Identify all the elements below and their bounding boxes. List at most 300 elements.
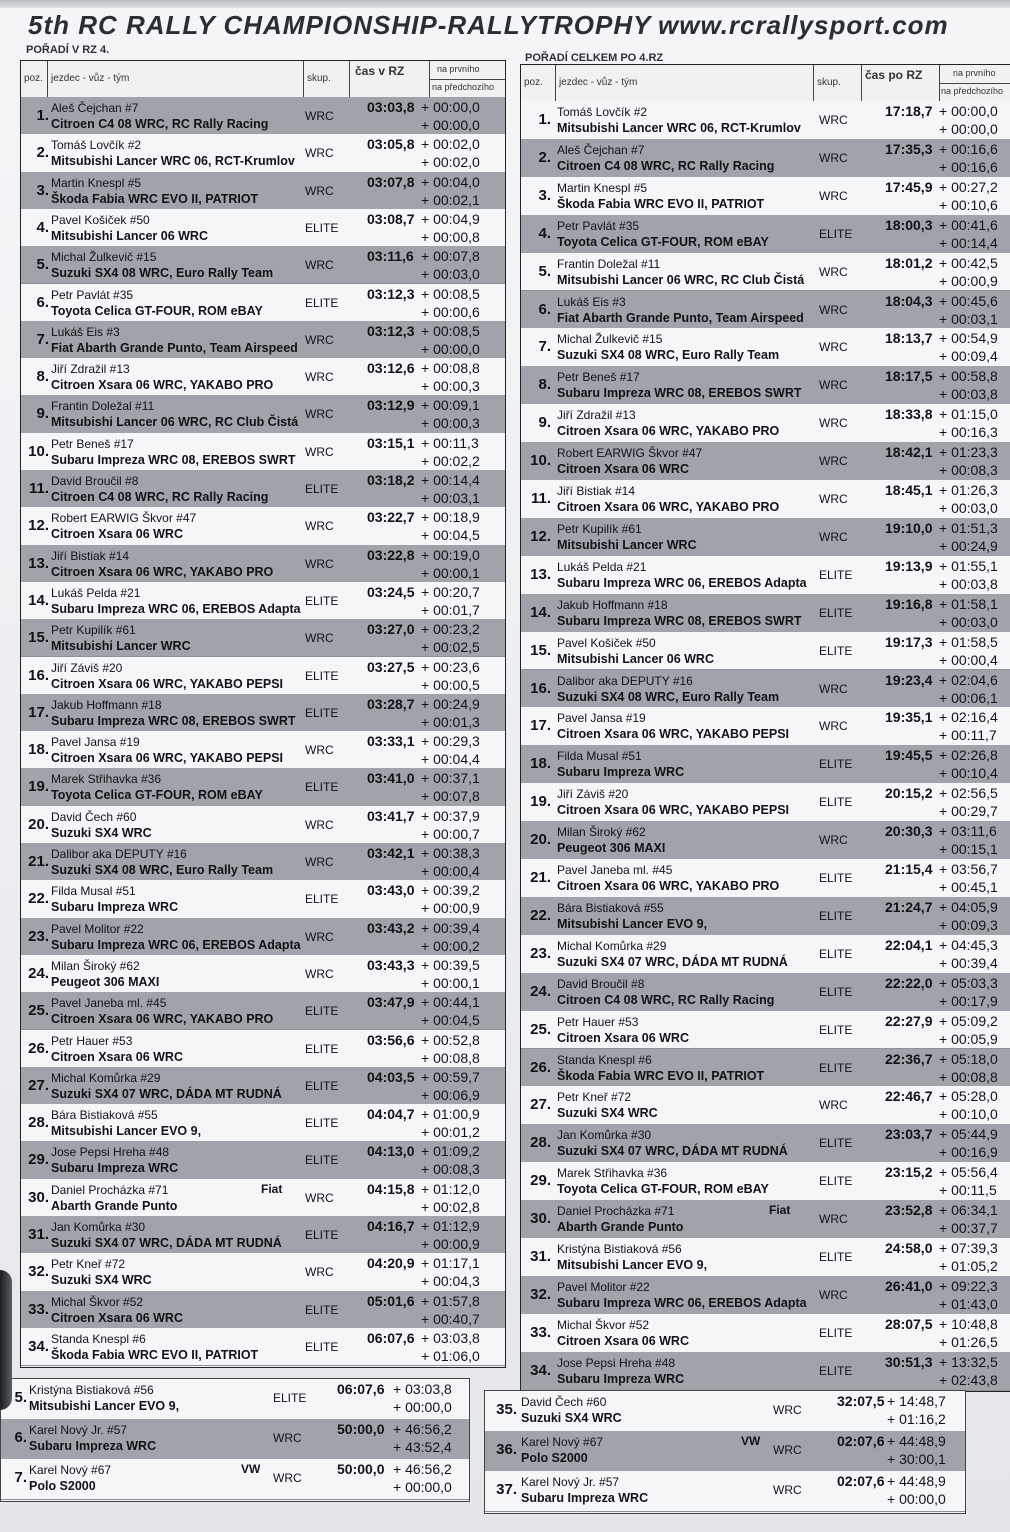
car-team: Subaru Impreza WRC 08, EREBOS SWRT (51, 452, 296, 467)
driver-name: Pavel Jansa #19 (557, 711, 646, 726)
gap-to-first: + 00:37,1 (421, 770, 480, 787)
gap-to-first: + 00:23,2 (421, 621, 480, 638)
driver-name: Filda Musal #51 (557, 749, 642, 764)
driver-name: Aleš Čejchan #7 (51, 101, 139, 115)
gap-to-first: + 00:39,2 (421, 882, 480, 899)
driver-cell (557, 1203, 683, 1235)
time-value: 19:23,4 (885, 671, 933, 688)
driver-name: Daniel Procházka #71 (51, 1182, 169, 1197)
gap-to-previous: + 00:00,0 (939, 121, 998, 137)
driver-cell (557, 1355, 684, 1387)
driver-cell (557, 938, 788, 970)
car-team: Suzuki SX4 08 WRC, Euro Rally Team (557, 348, 780, 363)
time-value: 03:03,8 (367, 99, 415, 115)
time-value: 19:13,9 (885, 557, 933, 574)
group-label: WRC (819, 340, 848, 355)
car-team: Suzuki SX4 WRC (51, 1273, 152, 1288)
group-label: WRC (819, 264, 848, 279)
car-team: Subaru Impreza WRC (51, 900, 179, 915)
gap-to-first: + 07:39,3 (939, 1240, 998, 1256)
driver-cell (51, 175, 258, 207)
driver-name: Pavel Molitor #22 (51, 921, 144, 936)
group-label: WRC (305, 407, 334, 422)
time-value: 04:15,8 (367, 1180, 415, 1197)
time-value: 03:33,1 (367, 733, 415, 750)
car-team: Toyota Celica GT-FOUR, ROM eBAY (51, 788, 263, 803)
table-row (21, 918, 505, 956)
gap-to-first: + 44:48,9 (887, 1473, 946, 1489)
row-position: 6. (538, 300, 551, 318)
row-position: 3. (36, 181, 49, 199)
table-row (21, 1328, 505, 1366)
col-time: čas po RZ (865, 68, 923, 82)
time-value: 03:24,5 (367, 583, 415, 600)
driver-name: Pavel Košiček #50 (51, 212, 150, 227)
time-value: 22:46,7 (885, 1088, 933, 1105)
group-label: WRC (819, 492, 848, 506)
row-position: 19. (28, 778, 49, 796)
row-position: 15. (28, 629, 49, 647)
time-value: 21:15,4 (885, 861, 933, 877)
gap-to-first: + 00:42,5 (939, 254, 998, 271)
driver-cell (557, 104, 801, 136)
group-label: ELITE (819, 984, 853, 999)
driver-cell (51, 809, 152, 841)
gap-to-first: + 01:15,0 (939, 406, 998, 423)
driver-cell (51, 1033, 183, 1065)
gap-to-previous: + 01:06,0 (421, 1347, 480, 1364)
gap-to-previous: + 00:02,8 (421, 1198, 480, 1215)
gap-to-previous: + 00:02,0 (421, 154, 480, 171)
driver-cell (51, 212, 208, 244)
gap-to-previous: + 00:10,0 (939, 1106, 998, 1123)
driver-name: Bára Bistiaková #55 (51, 1108, 158, 1123)
gap-to-first: + 00:08,5 (421, 285, 480, 302)
time-value: 03:22,7 (367, 509, 415, 526)
group-label: WRC (819, 1287, 848, 1302)
car-make: Fiat (769, 1203, 791, 1218)
driver-name: Tomáš Lovčík #2 (557, 105, 648, 119)
time-value: 20:30,3 (885, 823, 933, 840)
driver-name: Petr Kupilík #61 (51, 623, 136, 638)
group-label: WRC (273, 1431, 302, 1445)
gap-to-previous: + 00:45,1 (939, 879, 998, 895)
gap-to-previous: + 00:01,3 (421, 713, 480, 730)
group-label: ELITE (819, 1363, 853, 1378)
right-table-caption: POŘADÍ CELKEM PO 4.RZ (525, 52, 664, 64)
driver-cell (557, 483, 779, 515)
car-team: Subaru Impreza WRC (29, 1439, 157, 1453)
driver-name: Jiří Bistiak #14 (557, 484, 636, 498)
table-row (521, 1011, 1010, 1050)
driver-name: David Čech #60 (51, 809, 137, 824)
gap-to-previous: + 00:03,0 (939, 500, 998, 516)
car-team: Citroen Xsara 06 WRC (557, 462, 689, 477)
driver-cell (51, 1256, 152, 1288)
gap-to-first: + 00:14,4 (421, 472, 480, 488)
driver-name: Petr Beneš #17 (557, 370, 640, 385)
table-row (521, 404, 1010, 443)
stage-results-table (20, 60, 506, 1368)
gap-to-first: + 00:59,7 (421, 1068, 480, 1085)
driver-name: Lukáš Pelda #21 (557, 559, 647, 574)
gap-to-first: + 05:09,2 (939, 1012, 998, 1029)
gap-to-first: + 00:20,7 (421, 583, 480, 600)
table-row (521, 670, 1010, 709)
gap-to-first: + 05:28,0 (939, 1088, 998, 1105)
car-team: Toyota Celica GT-FOUR, ROM eBAY (51, 303, 263, 318)
table-row (21, 1179, 505, 1217)
gap-to-first: + 01:58,5 (939, 633, 998, 650)
group-label: WRC (305, 109, 334, 123)
gap-to-first: + 00:09,1 (421, 397, 480, 414)
table-row (21, 657, 505, 695)
row-position: 36. (496, 1441, 517, 1458)
driver-name: Michal Škvor #52 (557, 1317, 650, 1332)
driver-cell (557, 824, 665, 856)
time-value: 03:42,1 (367, 845, 415, 861)
table-row (521, 291, 1010, 330)
driver-name: Petr Kneř #72 (51, 1257, 126, 1272)
gap-to-first: + 00:08,5 (421, 322, 480, 339)
car-team: Subaru Impreza WRC 08, EREBOS SWRT (557, 386, 802, 401)
driver-cell (51, 548, 273, 580)
gap-to-first: + 00:16,6 (939, 140, 998, 157)
driver-name: Pavel Janeba ml. #45 (51, 996, 167, 1011)
gap-to-first: + 00:54,9 (939, 330, 998, 347)
group-label: WRC (305, 258, 334, 273)
page-title (28, 10, 988, 46)
car-team: Fiat Abarth Grande Punto, Team Airspeed (557, 310, 804, 325)
gap-to-first: + 46:56,2 (393, 1461, 452, 1477)
table-row (521, 1352, 1010, 1391)
car-team: Citroen Xsara 06 WRC (51, 1049, 183, 1064)
time-value: 17:18,7 (885, 103, 933, 119)
car-team: Subaru Impreza WRC (521, 1491, 649, 1505)
driver-cell (51, 846, 273, 878)
car-team: Škoda Fabia WRC EVO II, PATRIOT (51, 191, 259, 206)
gap-to-first: + 01:09,2 (421, 1143, 480, 1160)
driver-name: Pavel Košiček #50 (557, 635, 656, 650)
gap-to-first: + 00:27,2 (939, 178, 998, 195)
table-row (521, 1276, 1010, 1315)
table-row (1, 1379, 469, 1420)
gap-to-first: + 00:04,9 (421, 210, 480, 227)
driver-name: Jakub Hoffmann #18 (51, 697, 162, 712)
driver-cell (51, 883, 178, 915)
driver-cell (29, 1382, 179, 1414)
table-row (21, 843, 505, 881)
time-value: 03:43,3 (367, 956, 415, 973)
group-label: WRC (773, 1443, 802, 1457)
group-label: WRC (305, 556, 334, 571)
table-row (21, 582, 505, 620)
gap-to-first: + 00:24,9 (421, 695, 480, 712)
col-group: skup. (817, 77, 841, 88)
driver-name: Jiří Bistiak #14 (51, 548, 130, 563)
table-row (21, 1216, 505, 1254)
driver-name: Frantin Doležal #11 (51, 399, 155, 414)
gap-to-first: + 46:56,2 (393, 1421, 452, 1437)
row-position: 6. (14, 1429, 27, 1446)
gap-to-first: + 00:11,3 (421, 434, 479, 451)
driver-cell (557, 256, 804, 288)
group-label: WRC (773, 1403, 802, 1417)
table-row (21, 619, 505, 657)
table-row (521, 518, 1010, 557)
driver-name: Robert EARWIG Škvor #47 (557, 446, 703, 461)
car-team: Škoda Fabia WRC EVO II, PATRIOT (51, 1347, 259, 1362)
table-row (21, 1104, 505, 1142)
gap-to-first: + 00:41,6 (939, 216, 998, 233)
driver-name: Pavel Jansa #19 (51, 735, 140, 750)
table-row (521, 177, 1010, 216)
driver-cell (557, 673, 779, 705)
group-label: ELITE (305, 892, 339, 907)
driver-cell (557, 1279, 807, 1311)
group-label: WRC (305, 966, 334, 981)
row-position: 37. (496, 1481, 517, 1498)
row-position: 6. (36, 293, 49, 311)
driver-cell (557, 635, 714, 667)
gap-to-first: + 01:58,1 (939, 595, 998, 612)
table-row (521, 1314, 1010, 1353)
time-value: 22:04,1 (885, 936, 933, 953)
gap-to-first: + 05:56,4 (939, 1164, 998, 1181)
time-value: 03:41,0 (367, 770, 415, 787)
table-row (21, 395, 505, 433)
time-value: 26:41,0 (885, 1277, 933, 1294)
group-label: WRC (305, 631, 334, 646)
stage-results-continuation (0, 1378, 470, 1502)
row-position: 23. (530, 944, 551, 962)
row-position: 27. (530, 1096, 551, 1114)
group-label: WRC (819, 529, 848, 544)
gap-to-previous: + 00:00,9 (939, 272, 998, 289)
time-value: 19:10,0 (885, 519, 933, 536)
car-team: Suzuki SX4 WRC (557, 1106, 658, 1121)
driver-cell (521, 1474, 648, 1506)
driver-name: Michal Komůrka #29 (51, 1070, 161, 1085)
table-row (521, 556, 1010, 595)
gap-to-previous: + 00:03,8 (939, 386, 998, 403)
gap-to-first: + 05:03,3 (939, 974, 998, 991)
car-team: Mitsubishi Lancer EVO 9, (51, 1124, 202, 1139)
time-value: 18:04,3 (885, 292, 933, 309)
time-value: 03:27,0 (367, 621, 415, 638)
car-team: Citroen Xsara 06 WRC, YAKABO PEPSI (557, 727, 790, 742)
driver-name: Petr Kneř #72 (557, 1090, 632, 1105)
table-row (21, 284, 505, 322)
car-team: Suzuki SX4 07 WRC, DÁDA MT RUDNÁ (51, 1236, 282, 1250)
group-label: ELITE (819, 795, 853, 810)
row-position: 1. (36, 107, 49, 124)
time-value: 18:33,8 (885, 406, 933, 423)
row-position: 8. (538, 376, 551, 394)
gap-to-previous: + 01:43,0 (939, 1295, 998, 1312)
car-team: Toyota Celica GT-FOUR, ROM eBAY (557, 234, 769, 249)
gap-to-previous: + 00:01,2 (421, 1124, 480, 1141)
gap-to-previous: + 00:24,9 (939, 537, 998, 554)
row-position: 20. (530, 831, 551, 849)
row-position: 8. (36, 368, 49, 386)
time-value: 18:42,1 (885, 444, 933, 461)
gap-to-first: + 00:02,0 (421, 136, 480, 153)
group-label: WRC (305, 855, 334, 869)
gap-to-first: + 00:52,8 (421, 1031, 480, 1048)
car-team: Citroen Xsara 06 WRC, YAKABO PRO (51, 378, 274, 393)
driver-cell (557, 331, 779, 363)
row-position: 29. (530, 1172, 551, 1190)
col-poz: poz. (24, 73, 43, 84)
gap-to-first: + 01:23,3 (939, 444, 998, 461)
driver-name: Karel Nový Jr. #57 (521, 1475, 620, 1489)
table-row (21, 694, 505, 732)
car-team: Suzuki SX4 08 WRC, Euro Rally Team (557, 689, 780, 704)
car-team: Citroen Xsara 06 WRC, YAKABO PRO (557, 424, 780, 439)
gap-to-first: + 00:39,5 (421, 956, 480, 973)
table-row (21, 358, 505, 396)
group-label: ELITE (819, 605, 853, 620)
driver-name: David Broučil #8 (51, 474, 139, 488)
gap-to-first: + 01:12,9 (421, 1218, 480, 1234)
driver-cell (51, 1070, 282, 1102)
car-team: Suzuki SX4 07 WRC, DÁDA MT RUDNÁ (51, 1086, 282, 1101)
driver-name: Petr Pavlát #35 (51, 287, 134, 302)
table-row (521, 745, 1010, 784)
gap-to-previous: + 01:26,5 (939, 1333, 998, 1350)
table-row (521, 253, 1010, 292)
gap-to-first: + 02:26,8 (939, 747, 998, 764)
car-team: Citroen C4 08 WRC, RC Rally Racing (557, 158, 775, 173)
driver-name: Lukáš Eis #3 (51, 324, 120, 339)
row-position: 26. (530, 1058, 551, 1076)
group-label: ELITE (305, 1004, 339, 1019)
driver-name: Jose Pepsi Hreha #48 (51, 1145, 170, 1160)
time-value: 18:45,1 (885, 482, 933, 498)
group-label: ELITE (819, 643, 853, 658)
row-position: 7. (14, 1469, 27, 1486)
gap-to-previous: + 00:40,7 (421, 1310, 480, 1327)
table-row (521, 897, 1010, 936)
driver-name: Filda Musal #51 (51, 884, 136, 899)
driver-cell (51, 287, 263, 319)
car-team: Citroen Xsara 06 WRC, YAKABO PEPSI (51, 751, 284, 766)
driver-cell (557, 786, 789, 818)
gap-to-first: + 00:37,9 (421, 807, 480, 824)
car-team: Citroen Xsara 06 WRC (51, 1310, 183, 1325)
gap-to-previous: + 00:04,3 (421, 1273, 480, 1290)
table-row (521, 632, 1010, 671)
time-value: 19:16,8 (885, 595, 933, 612)
driver-cell (51, 995, 273, 1027)
car-team: Subaru Impreza WRC 06, EREBOS Adapta (557, 1295, 807, 1310)
gap-to-previous: + 30:00,1 (887, 1451, 946, 1467)
driver-name: Jan Komůrka #30 (51, 1220, 146, 1234)
col-group: skup. (307, 73, 331, 84)
group-label: WRC (305, 519, 334, 534)
time-value: 04:04,7 (367, 1106, 415, 1123)
driver-name: Kristýna Bistiaková #56 (29, 1383, 154, 1397)
group-label: ELITE (305, 705, 339, 720)
row-position: 1. (538, 111, 551, 128)
gap-to-first: + 03:03,8 (393, 1381, 452, 1397)
driver-name: Martin Knespl #5 (557, 180, 648, 195)
driver-cell (557, 369, 801, 401)
car-team: Toyota Celica GT-FOUR, ROM eBAY (557, 1182, 769, 1197)
group-label: WRC (305, 444, 334, 459)
time-value: 03:07,8 (367, 173, 415, 190)
row-position: 5. (538, 262, 551, 280)
driver-name: Aleš Čejchan #7 (557, 142, 645, 157)
gap-to-first: + 00:18,9 (421, 509, 480, 526)
group-label: ELITE (305, 668, 339, 683)
driver-name: Standa Knespl #6 (557, 1052, 652, 1067)
gap-to-previous: + 00:17,9 (939, 992, 998, 1009)
table-row (521, 821, 1010, 860)
row-position: 24. (530, 982, 551, 1000)
driver-name: Jiří Zdražil #13 (51, 362, 130, 377)
car-make: VW (741, 1434, 761, 1448)
time-value: 19:45,5 (885, 747, 933, 764)
group-label: WRC (305, 929, 334, 944)
gap-to-first: + 04:05,9 (939, 898, 998, 915)
car-team: Suzuki SX4 WRC (521, 1411, 622, 1425)
driver-name: Martin Knespl #5 (51, 175, 142, 190)
table-row (521, 328, 1010, 367)
gap-to-previous: + 00:03,1 (421, 490, 480, 506)
driver-cell (557, 1014, 689, 1046)
group-label: WRC (305, 146, 334, 161)
gap-to-previous: + 00:37,7 (939, 1220, 998, 1237)
table-row (1, 1459, 469, 1500)
gap-to-previous: + 00:01,7 (421, 601, 480, 618)
row-position: 17. (530, 717, 551, 735)
table-row (521, 480, 1010, 519)
time-value: 18:00,3 (885, 216, 933, 233)
driver-name: Robert EARWIG Škvor #47 (51, 511, 197, 526)
row-position: 9. (36, 405, 49, 423)
time-value: 03:12,9 (367, 397, 415, 414)
row-position: 18. (28, 741, 49, 759)
driver-cell (29, 1422, 156, 1454)
car-team: Citroen Xsara 06 WRC, YAKABO PEPSI (51, 676, 284, 691)
driver-name: Pavel Janeba ml. #45 (557, 863, 673, 877)
driver-name: David Čech #60 (521, 1395, 607, 1409)
driver-cell (557, 597, 801, 629)
car-team: Mitsubishi Lancer 06 WRC, RC Club Čistá (51, 415, 299, 430)
gap-to-previous: + 00:39,4 (939, 954, 998, 971)
car-team: Polo S2000 (29, 1479, 96, 1493)
group-label: ELITE (819, 757, 853, 772)
group-label: WRC (305, 183, 334, 198)
driver-name: Michal Komůrka #29 (557, 938, 667, 953)
driver-cell (51, 510, 196, 542)
row-position: 14. (28, 591, 49, 609)
driver-cell (557, 407, 779, 439)
driver-name: Jiří Záviš #20 (557, 787, 629, 802)
gap-to-first: + 00:00,0 (939, 103, 998, 119)
gap-to-first: + 00:45,6 (939, 292, 998, 309)
car-team: Subaru Impreza WRC 06, EREBOS Adapta (557, 575, 807, 590)
time-value: 32:07,5 (837, 1393, 885, 1409)
driver-name: Petr Beneš #17 (51, 436, 134, 451)
driver-name: Petr Kupilík #61 (557, 521, 642, 536)
table-row (21, 731, 505, 769)
car-team: Mitsubishi Lancer 06 WRC (557, 651, 714, 666)
time-value: 22:27,9 (885, 1012, 933, 1029)
group-label: WRC (819, 378, 848, 393)
